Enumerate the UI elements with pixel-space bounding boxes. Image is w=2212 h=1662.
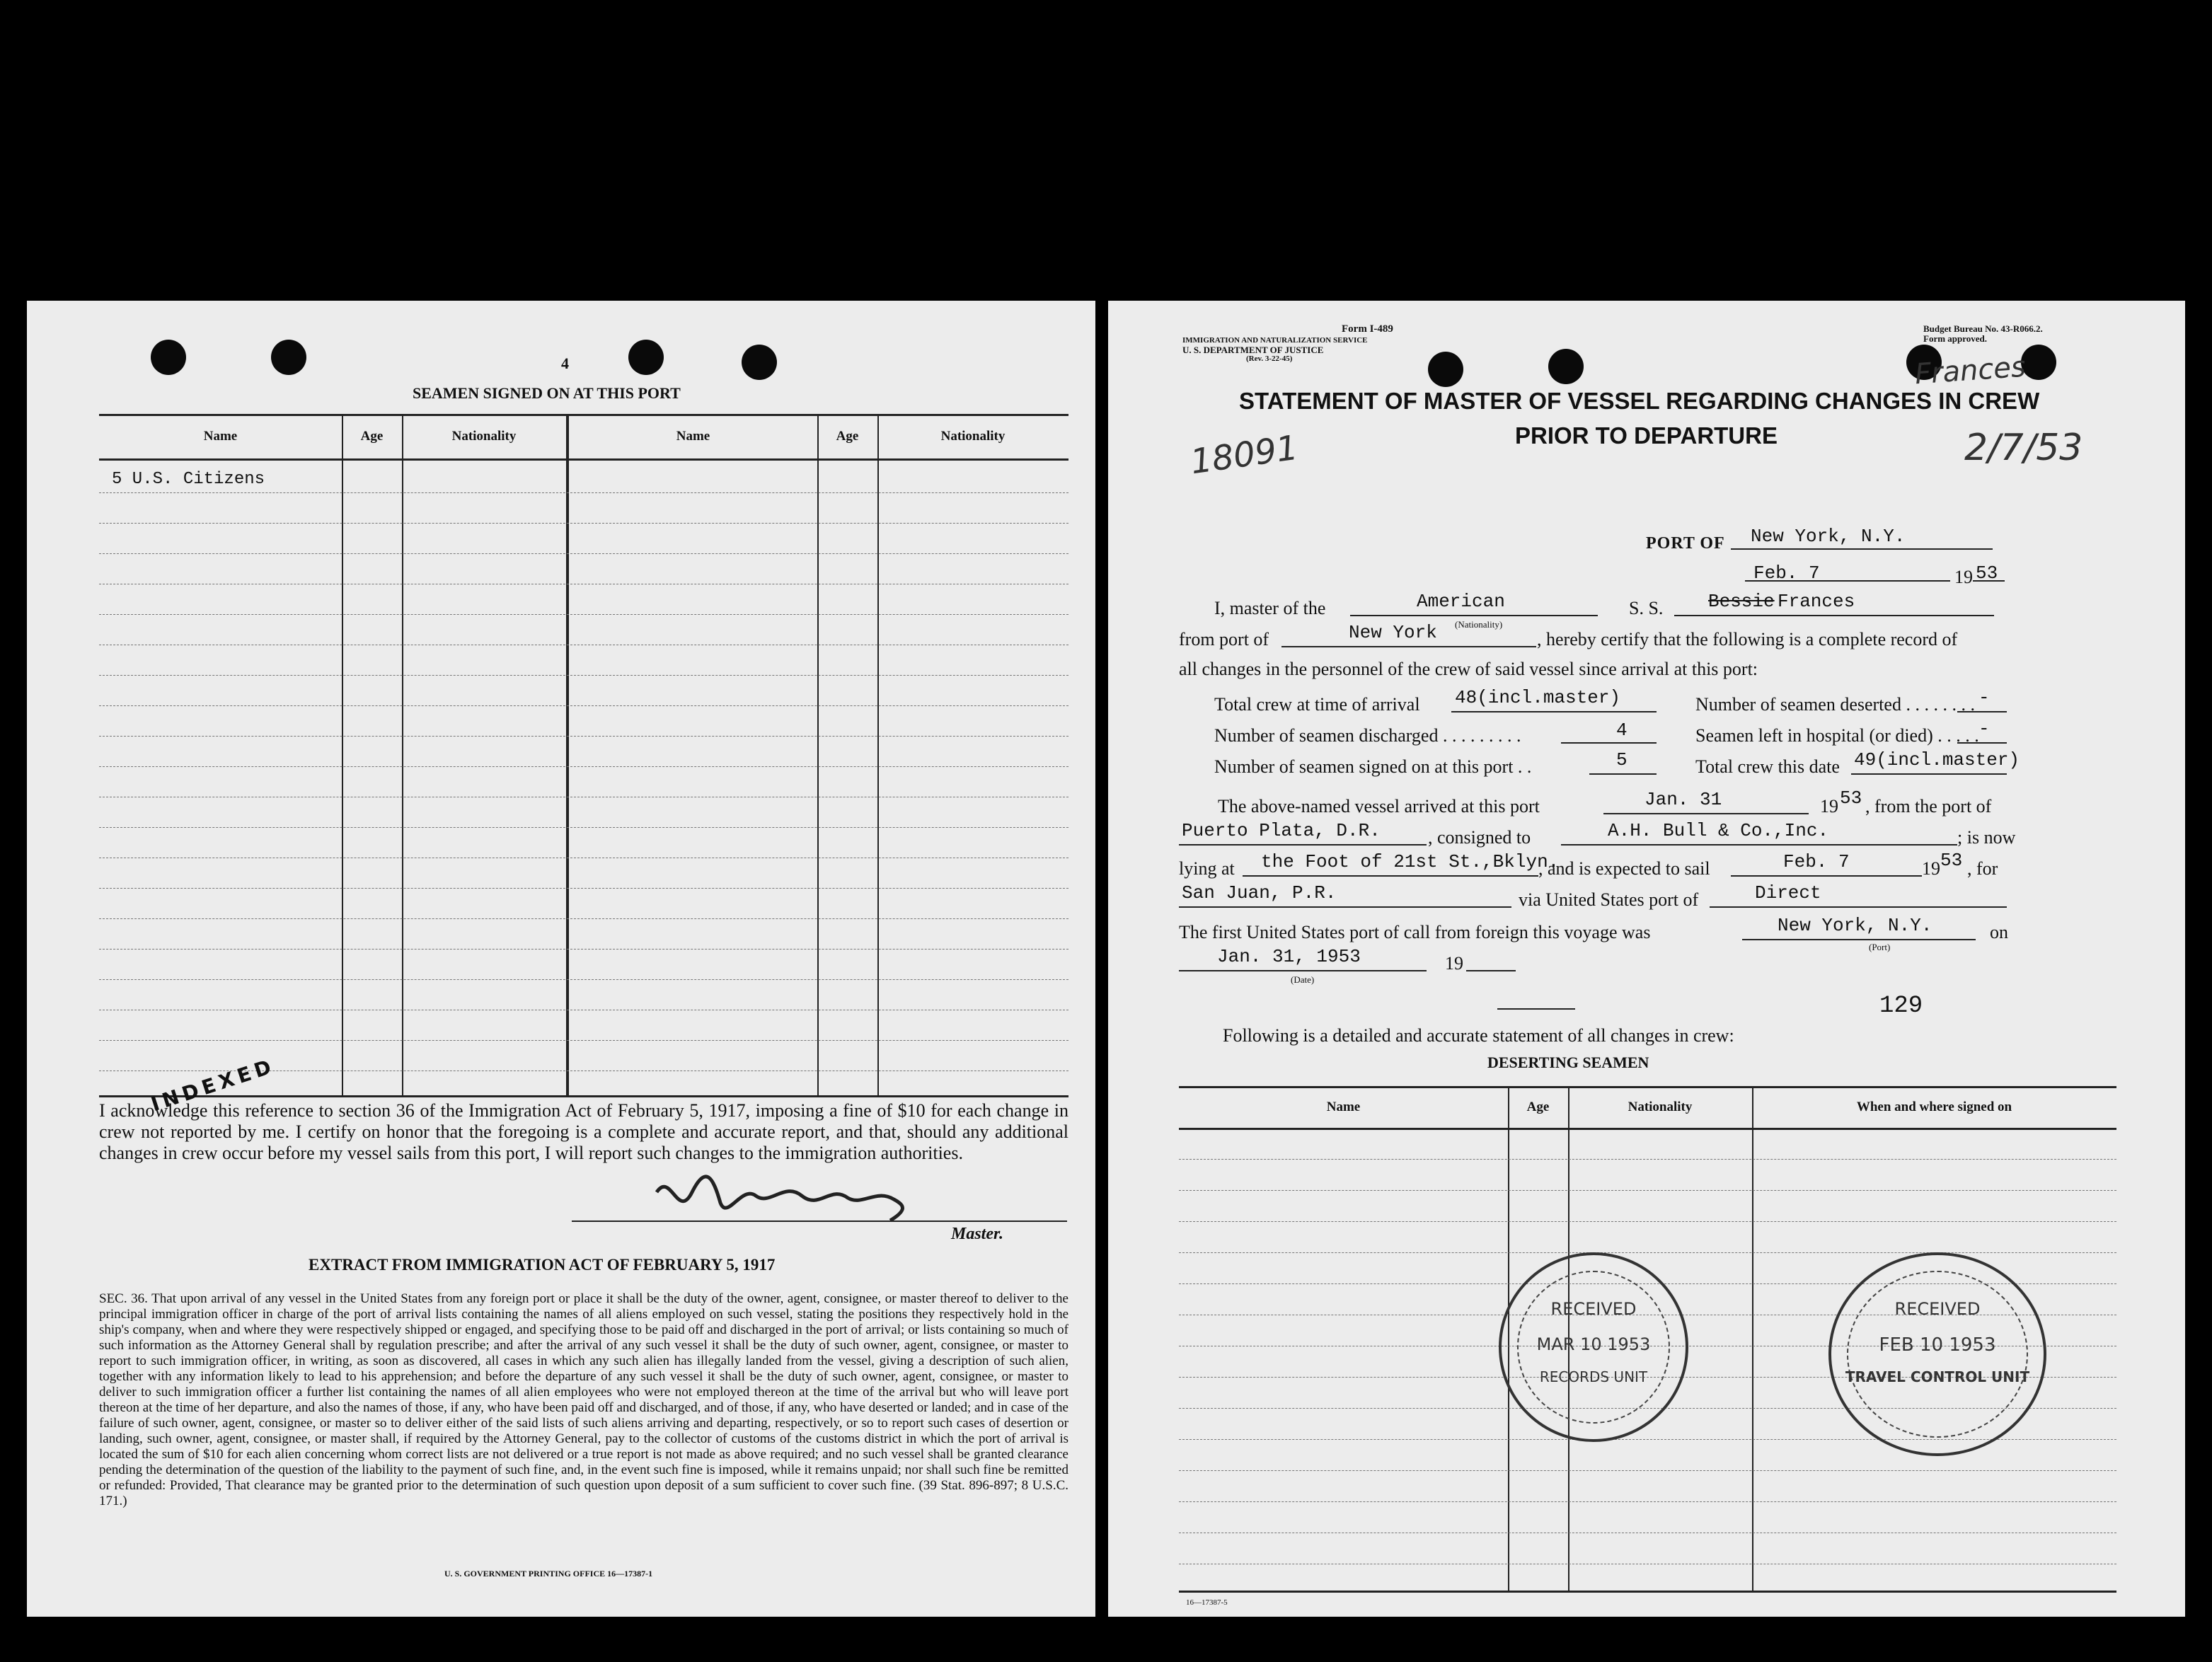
from-the-port-label: , from the port of <box>1865 796 1992 816</box>
total-crew-date-value: 49(incl.master) <box>1854 749 2020 771</box>
col-header-name: Name <box>676 429 710 444</box>
total-crew-arrival-value: 48(incl.master) <box>1455 687 1621 708</box>
expected-value: Feb. 7 <box>1783 851 1850 872</box>
nationality-value: American <box>1417 591 1505 612</box>
right-page <box>1108 301 2185 1617</box>
extract-title: EXTRACT FROM IMMIGRATION ACT OF FEBRUARY 5, 1917 <box>309 1256 776 1274</box>
via-value: Direct <box>1755 882 1821 904</box>
signed-on-value: 5 <box>1616 749 1628 771</box>
from-port-value: New York <box>1349 622 1437 643</box>
footer-code: 16—17387-5 <box>1186 1598 1228 1607</box>
stamp-received: RECEIVED <box>1550 1299 1637 1319</box>
port-of-label: PORT OF <box>1646 534 1725 553</box>
stamp-unit: RECORDS UNIT <box>1539 1368 1648 1385</box>
col-header-age: Age <box>360 429 384 444</box>
col-header-signed-on: When and where signed on <box>1856 1100 2012 1114</box>
stamped-number: 129 <box>1879 993 1923 1020</box>
expected-year-value: 53 <box>1940 850 1963 871</box>
page-number: 4 <box>561 354 569 372</box>
consigned-value: A.H. Bull & Co.,Inc. <box>1608 820 1829 841</box>
date-caption: (Date) <box>1291 974 1315 985</box>
signature-scribble <box>650 1171 918 1228</box>
is-now-label: ; is now <box>1957 827 2016 848</box>
year-prefix: 19 <box>1954 567 1973 587</box>
deserted-value: - <box>1978 687 1990 708</box>
arrived-year-value: 53 <box>1840 787 1862 809</box>
first-port-year-prefix: 19 <box>1445 953 1463 974</box>
deserting-title: DESERTING SEAMEN <box>1487 1054 1649 1071</box>
signed-on-title: SEAMEN SIGNED ON AT THIS PORT <box>413 384 681 402</box>
col-header-name: Name <box>1326 1100 1361 1114</box>
date-value: Feb. 7 <box>1753 562 1820 584</box>
binder-hole <box>1428 352 1463 387</box>
first-port-date: Jan. 31, 1953 <box>1217 946 1361 967</box>
acknowledgment-text: I acknowledge this reference to section 36 of the Immigration Act of February 5, 1917, imposing a fine of $10 for each change in crew not reported by me. I certify on honor that the foregoing is a complete and accurate report, and that, should any additional changes in crew occur before my vessel sails from this port, I will report such changes to the immigration authorities. <box>99 1100 1068 1163</box>
on-label: on <box>1990 922 2008 942</box>
from-the-port-value: Puerto Plata, D.R. <box>1182 820 1381 841</box>
expected-label: , and is expected to sail <box>1538 858 1710 879</box>
lying-at-label: lying at <box>1179 858 1235 879</box>
form-approved: Form approved. <box>1923 333 1988 344</box>
extract-text: SEC. 36. That upon arrival of any vessel in the United States from any foreign port or place it shall be the duty of the owner, agent, consignee, or master thereof to deliver to the principal immigration officer in charge of the port of arrival lists containing the names of all aliens employed on such vessel, stating the positions they respectively hold in the ship's company, when and where they were respectively shipped or engaged, and specifying those to be paid off and discharged in the port of arrival; or lists containing so much of such information as the Attorney General shall by regulation prescribe; and after the arrival of any such vessel it shall be the duty of such owner, agent, consignee, or master to report to such immigration officer, in writing, as soon as discovered, all cases in which any such alien has illegally landed from the vessel, giving a description of such alien, together with any information likely to lead to his apprehension; and before the departure of any such vessel it shall be the duty of such owner, agent, consignee, or master to deliver to such immigration officer a further list containing the names of all alien employees who were not employed thereon at the time of the arrival but who will leave port thereon at the time of her departure, and also the names of those, if any, who have been paid off and discharged, and of those, if any, who have deserted or landed; and in case of the failure of such owner, agent, consignee, or master so to deliver either of the said lists of such aliens arriving and departing, respectively, or so to report such cases of desertion or landing, such owner, agent, consignee, or master shall, if required by the Attorney General, pay to the collector of customs of the customs district in which the port of arrival is located the sum of $10 for each alien concerning whom correct lists are not delivered or a true report is not made as above required; and no such vessel shall be granted clearance pending the determination of the question of the liability to the payment of such fine, and, in the event such fine is imposed, while it remains unpaid; nor shall such fine be remitted or refunded: Provided, That clearance may be granted prior to the determination of such question upon deposit of a sum sufficient to cover such fine. (39 Stat. 896-897; 8 U.S.C. 171.) <box>99 1291 1068 1508</box>
handwritten-ship-name: Frances <box>1913 350 2027 391</box>
left-page <box>27 301 1095 1617</box>
binder-hole <box>2021 345 2056 380</box>
indexed-stamp: INDEXED <box>148 1054 278 1116</box>
binder-hole <box>151 340 186 375</box>
col-header-age: Age <box>1526 1100 1550 1114</box>
form-title-line-1: STATEMENT OF MASTER OF VESSEL REGARDING CHANGES IN CREW <box>1239 388 2040 414</box>
printer-line: U. S. GOVERNMENT PRINTING OFFICE 16—17387-1 <box>444 1569 653 1579</box>
form-revision: (Rev. 3-22-45) <box>1246 354 1293 363</box>
col-header-nationality: Nationality <box>940 429 1006 444</box>
ss-label: S. S. <box>1629 598 1664 618</box>
signed-on-entry: 5 U.S. Citizens <box>112 470 265 489</box>
stamp-date: FEB 10 1953 <box>1879 1334 1996 1356</box>
total-crew-arrival-label: Total crew at time of arrival <box>1214 694 1420 715</box>
arrived-value: Jan. 31 <box>1644 789 1722 810</box>
year-value: 53 <box>1976 562 1998 584</box>
certify-text: , hereby certify that the following is a complete record of <box>1537 629 1958 650</box>
port-caption: (Port) <box>1869 942 1891 952</box>
binder-hole <box>628 340 664 375</box>
from-port-label: from port of <box>1179 629 1269 650</box>
binder-hole <box>1548 349 1584 384</box>
port-of-value: New York, N.Y. <box>1751 526 1906 547</box>
changes-text: all changes in the personnel of the crew of said vessel since arrival at this port: <box>1179 659 1758 679</box>
col-header-name: Name <box>203 429 238 444</box>
stamp-unit: TRAVEL CONTROL UNIT <box>1845 1368 2030 1385</box>
nationality-caption: (Nationality) <box>1455 619 1503 630</box>
hospital-value: - <box>1978 718 1990 739</box>
agency-line-2: U. S. DEPARTMENT OF JUSTICE <box>1182 345 1324 355</box>
following-text: Following is a detailed and accurate statement of all changes in crew: <box>1223 1025 1734 1046</box>
ship-name-struck: Bessie <box>1708 591 1775 612</box>
ship-name: Frances <box>1778 591 1855 612</box>
arrived-year-prefix: 19 <box>1820 796 1838 816</box>
col-header-nationality: Nationality <box>1628 1100 1693 1114</box>
stamp-date: MAR 10 1953 <box>1536 1334 1651 1354</box>
col-header-age: Age <box>836 429 859 444</box>
binder-hole <box>271 340 306 375</box>
arrived-label: The above-named vessel arrived at this port <box>1218 796 1540 816</box>
signed-on-label: Number of seamen signed on at this port . . <box>1214 756 1532 777</box>
signed-on-table <box>99 414 1068 1097</box>
handwritten-file-number: 18091 <box>1187 427 1301 483</box>
expected-year-prefix: 19 <box>1922 858 1940 879</box>
lying-at-value: the Foot of 21st St.,Bklyn. <box>1261 851 1560 872</box>
destination-value: San Juan, P.R. <box>1182 882 1337 904</box>
travel-control-stamp <box>1828 1252 2046 1456</box>
budget-bureau: Budget Bureau No. 43-R066.2. <box>1923 323 2043 334</box>
master-signature <box>650 1171 918 1236</box>
deserted-label: Number of seamen deserted . . . . . . . . <box>1695 694 1975 715</box>
binder-hole <box>742 345 777 380</box>
form-title-line-2: PRIOR TO DEPARTURE <box>1515 422 1778 449</box>
discharged-label: Number of seamen discharged . . . . . . . . . <box>1214 725 1521 746</box>
consigned-label: , consigned to <box>1428 827 1531 848</box>
form-number: Form I-489 <box>1342 323 1393 335</box>
records-unit-stamp <box>1499 1252 1688 1442</box>
first-port-label: The first United States port of call from foreign this voyage was <box>1179 922 1651 942</box>
master-label: Master. <box>951 1225 1004 1243</box>
handwritten-date: 2/7/53 <box>1964 427 2083 469</box>
stamp-received: RECEIVED <box>1894 1299 1981 1319</box>
first-port-value: New York, N.Y. <box>1778 915 1932 936</box>
discharged-value: 4 <box>1616 720 1628 741</box>
total-crew-date-label: Total crew this date <box>1695 756 1840 777</box>
agency-line-1: IMMIGRATION AND NATURALIZATION SERVICE <box>1182 336 1368 345</box>
hospital-label: Seamen left in hospital (or died) . . . . . <box>1695 725 1979 746</box>
master-of-label: I, master of the <box>1214 598 1326 618</box>
via-label: via United States port of <box>1519 889 1699 910</box>
col-header-nationality: Nationality <box>451 429 517 444</box>
for-label: , for <box>1967 858 1998 879</box>
